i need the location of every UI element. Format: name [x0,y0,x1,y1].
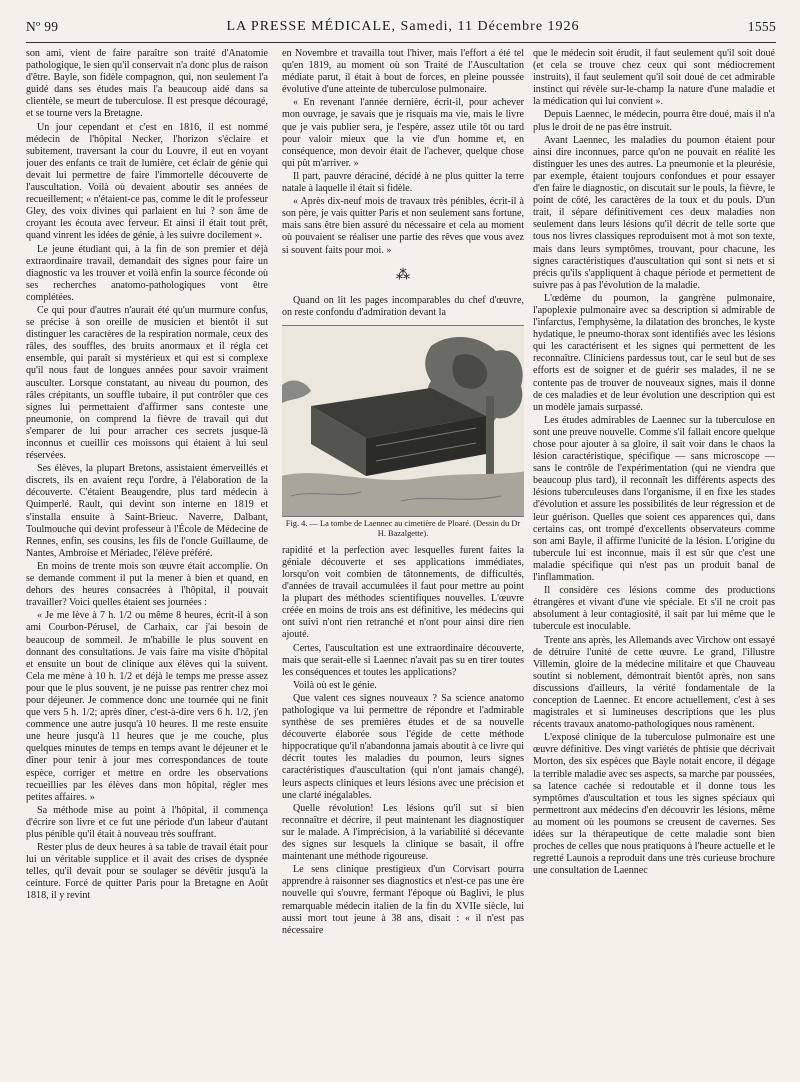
paragraph: Il part, pauvre déraciné, décidé à ne plus quitter la terre natale à laquelle il était si fidèle. [282,170,524,195]
figure-caption: Fig. 4. — La tombe de Laennec au cimetière de Ploaré. (Dessin du Dr H. Bazalgette). [285,518,521,538]
paragraph: Ses élèves, la plupart Bretons, assistaient émerveillés et discrets, ils en avaient reçu l'ordre, à l'élaboration de la découverte. C'étaient Beaugendre, plus tard médecin à Quimperlé. Rault, qui devint son interne en 1819 et s'installa ensuite à Saint-Brieuc. Naverre, Dalbant, Toulmouche qui devint professeur à l'École de Médecine de Rennes, enfin, ses cousins, les fils de l'oncle Guillaume, de Nantes, Ambroise et Mériadec, l'élève préféré. [26,463,268,559]
paragraph: Depuis Laennec, le médecin, pourra être doué, mais il n'a plus le droit de ne pas être instruit. [533,109,775,133]
paragraph: Les études admirables de Laennec sur la tuberculose en sont une preuve nouvelle. Comme s'il fallait encore quelque chose pour ajouter à sa gloire, il sait voir dans le chaos la lésion caractéristique, spécifique — sans microscope — sans le contrôle de l'expérimentation (qui ne viendra que beaucoup plus tard), il reconnaît les différents aspects des lésions tuberculeuses dans l'organisme, il en fixe les stades d'évolution et assure les possibilités de leur régression et de leur guérison. Quelles que soient ces apparences qui, dans certains cas, ont trompé d'excellents observateurs comme son ami Bayle, il affirme l'unicité de la lésion. L'origine du tubercule lui est inconnue, mais il est sûr que c'est une maladie spécifique qui n'est pas un produit banal de l'inflammation. [533,414,775,584]
paragraph: Avant Laennec, les maladies du poumon étaient pour ainsi dire inconnues, parce qu'on ne pouvait en réalité les distinguer les unes des autres. La pneumonie et la pleurésie, par exemple, étaient toujours confondues et pour essayer d'en faire le diagnostic, on discutait sur le pouls, la fièvre, le point de côté, les caractères de la toux et du pouls. D'un trait, il sépare définitivement ces deux maladies non seulement dans leurs lésions qu'il décrit de telle sorte que tous nos livres classiques reproduisent mot à mot son texte, mais dans leurs symptômes, trouvant, pour chacune, les signes caractéristiques d'auscultation qui sont si nets et si précis qu'ils s'appliquent à chaque période et permettent de suivre pas à pas l'évolution de la maladie. [533,134,775,291]
paragraph: son ami, vient de faire paraître son traité d'Anatomie pathologique, le sien qu'il conservait n'a donc plus de raison d'être. Bayle, son fidèle compagnon, qui, non seulement l'a guidé dans ses études mais l'a beaucoup aidé dans sa clientèle, se meurt de tuberculose. Il est presque découragé, et se tourne vers la Bretagne. [26,48,268,120]
paragraph: Sa méthode mise au point à l'hôpital, il commença d'écrire son livre et ce fut une période d'un labeur d'autant plus pénible qu'il était à nouveau très souffrant. [26,804,268,840]
paragraph: « Après dix-neuf mois de travaux très pénibles, écrit-il à son père, je vais quitter Paris et non seulement sans fortune, mais sans être bien assuré du nécessaire et cela au moment où pouvaient se réaliser une partie des rêves que vous avez si souvent faits pour moi. » [282,196,524,256]
paragraph: Ce qui pour d'autres n'aurait été qu'un murmure confus, se précise à son oreille de musicien et bientôt il sut distinguer les caractères de la respiration normale, ceux des râles, des souffles, des bruits anormaux et il régla cet ensemble, qui paraît si mystérieux et qui est si complexe qu'il nous faut de longues années pour savoir vraiment ausculter. Lorsque constatant, au niveau du poumon, des râles crépitants, un souffle tubaire, il put contrôler que ces signes lui permettaient d'affirmer sans conteste une pneumonie, on comprend la fièvre de travail qui dut s'emparer de lui pour arracher ces secrets jusque-là inconnus et cueillir ces moissons qui étaient à lui seul réservées. [26,304,268,462]
paragraph: Il considère ces lésions comme des productions étrangères et vivant d'une vie spéciale. Et s'il ne croit pas absolument à leur contagiosité, il sait par lui même que le tubercule est inoculable. [533,585,775,633]
page-number: 1555 [747,19,776,34]
tomb-drawing [282,326,524,516]
paragraph: Quelle révolution! Les lésions qu'il sut si bien reconnaître et décrire, il peut maintenant les diagnostiquer sur le malade. A l'imprécision, à la variabilité si décevante des signes sur lesquels la clinique se basait, il offre maintenant une méthode rigoureuse. [282,802,524,863]
paragraph: Trente ans après, les Allemands avec Virchow ont essayé de détruire l'unité de cette œuvre. Le grand, l'illustre Villemin, gloire de la médecine militaire et que Chauveau soutint si noblement, démontrait bientôt après, non sans discussions d'ailleurs, la vérité fondamentale de la conception de Laennec. Et encore actuellement, c'est à ses magistrales et si lumineuses descriptions que les plus récents travaux anatomo-pathologiques nous ramènent. [533,634,775,731]
journal-title: LA PRESSE MÉDICALE, Samedi, 11 Décembre 1926 [226,19,580,34]
paragraph: rapidité et la perfection avec lesquelles furent faites la géniale découverte et ses applications immédiates, lorsqu'on voit combien de tâtonnements, de difficultés, d'années de travail accumulées il faut pour mettre au point la plupart des méthodes scientifiques nouvelles. L'œuvre créée en moins de trois ans est définitive, les médecins qui ont suivi n'ont rien retranché et n'ont pour ainsi dire rien ajouté. [282,544,524,641]
paragraph: Un jour cependant et c'est en 1816, il est nommé médecin de l'hôpital Necker, l'horizon s'éclaire et subitement, traversant la cour du Louvre, il eut en voyant jouer des enfants ce trait de lumière, cet éclair de génie qui devait lui permettre de faire l'immortelle découverte de l'auscultation. Voilà où devaient aboutir ses années de recueillement; « n'étaient-ce pas, comme le dit le professeur Gley, des voix divines qui parlaient en lui ? son âme de croyant les écouta avec ferveur. Et ainsi il était tout prêt, quand vinrent les idées de génie, à les suivre docilement ». [26,121,268,242]
paragraph: L'œdème du poumon, la gangrène pulmonaire, l'apoplexie pulmonaire avec sa description si admirable de l'infarctus, l'emphysème, la dilatation des bronches, le kyste hydatique, le pneumo-thorax sont identifiés avec les lésions qui les caractérisent et les signes qui permettent de les reconnaître. Cliniciens pardessus tout, car le seul but de ses efforts est de soigner et de guérir ses malades, il ne se contente pas de trouver de nouveaux signes, mais il donne de ces maladies et de leur évolution une description qui est un modèle jamais surpassé. [533,292,775,413]
middle-column [282,48,524,1078]
issue-number: Nº 99 [26,19,59,34]
paragraph: Certes, l'auscultation est une extraordinaire découverte, mais que serait-elle si Laennec n'avait pas su en tirer toutes les conséquences et toutes les applications? [282,642,524,678]
left-column [26,48,268,1078]
paragraph: En moins de trente mois son œuvre était accomplie. On se demande comment il put la mener à bien et quand, en dehors des heures consacrées à l'hôpital, il pouvait travailler? Voici quelles étaient ses journées : [26,560,268,609]
paragraph: que le médecin soit érudit, il faut seulement qu'il soit doué (et cela se trouve chez ceux qui sont médiocrement instruits), il faut seulement qu'il soit doué de cet admirable instinct qui révèle sur-le-champ la nature d'une maladie et la médication qui lui convient ». [533,48,775,108]
page-header [26,12,776,43]
tomb-illustration [282,325,524,517]
paragraph: Voilà où est le génie. [293,679,377,691]
paragraph: « Je me lève à 7 h. 1/2 ou même 8 heures, écrit-il à son ami Courbon-Pérusel, de Carhaix, car j'ai besoin de beaucoup de sommeil. Je m'habille le plus souvent en donnant des consultations. Je vais faire ma visite d'hôpital et ensuite un bout de clinique aux élèves qui la suivent. Cela me mène à 10 h. 1/2 et déjà le temps me presse assez pour que le plus souvent, je ne puisse pas rentrer chez moi pour déjeuner. Je commence donc une tournée qui ne finit que vers 5 h. 1/2; après dîner, c'est-à-dire vers 6 h. 1/2, j'en commence une autre jusqu'à 10 heures. Il me reste ensuite une heure jusqu'à 11 heures que je me couche, plus quelques minutes de temps en temps avant le déjeuner et le dîner pour tenir à jour mes correspondances de toute espèce, corriger et mettre en ordre les observations recueillies par les élèves dans mon hôpital, régler mes petites affaires. » [26,610,268,803]
section-separator-stars: ⁂ [396,267,410,283]
paragraph: Rester plus de deux heures à sa table de travail était pour lui un véritable supplice et il avait des crises de dyspnée telles, qu'il devait pour se soulager se dévêtir jusqu'à la ceinture. Forcé de quitter Paris pour la Bretagne en Août 1818, il y revint [26,842,268,902]
paragraph: L'exposé clinique de la tuberculose pulmonaire est une œuvre définitive. Des vingt variétés de phtisie que décrivait Morton, des six espèces que Bayle notait encore, il dégage la terrible maladie avec ses aspects, sa marche par poussées, sa latence cachée si redoutable et il donne tous les symptômes d'auscultation et tous les signes spéciaux qui permettront aux médecins d'en découvrir les lésions, même au moment où les poumons se creusent de cavernes. Ses idées sur la thérapeutique de cette maladie sont bien proches de celles que nous pratiquons à l'heure actuelle et le regretté Launois a reproduit dans une très curieuse brochure une consultation de Laennec [533,732,775,877]
paragraph: Le sens clinique prestigieux d'un Corvisart pourra apprendre à raisonner ses diagnostics et n'est-ce pas une ère nouvelle qui s'ouvre, fermant l'époque où Baglivi, le plus remarquable médecin italien de la fin du XVIIe siècle, lui aussi mort tout jeune à 38 ans, disait : « il n'est pas nécessaire [282,864,524,936]
paragraph: Quand on lit les pages incomparables du chef d'œuvre, on reste confondu d'admiration devant la [282,294,524,318]
right-column [533,48,775,1078]
paragraph: Le jeune étudiant qui, à la fin de son premier et déjà extraordinaire travail, demandait des signes pour faire un diagnostic va les trouver et voilà enfin la source féconde où ses recherches anatomo-pathologiques vont être complétées. [26,243,268,303]
paragraph: « En revenant l'année dernière, écrit-il, pour achever mon ouvrage, je savais que je risquais ma vie, mais le livre que je vais publier sera, je l'espère, assez utile tôt ou tard pour valoir mieux que la vie d'un homme et, en conséquence, mon devoir était de l'achever, quelque chose qui pût m'arriver. » [282,97,524,169]
paragraph: Que valent ces signes nouveaux ? Sa science anatomo pathologique va lui permettre de répondre et l'admirable synthèse de ses premières études et de sa nouvelle découverte élaborée sous l'égide de cette méthode hippocratique qu'il n'abandonna jamais aboutit à ce livre qui décrit toutes les maladies du poumon, leurs signes caractéristiques d'auscultation (qui n'ont jamais changé), leurs aspects cliniques et leurs lésions avec une précision et une clarté inégalables. [282,692,524,801]
paragraph: en Novembre et travailla tout l'hiver, mais l'effort a été tel qu'en 1819, au moment où son Traité de l'Auscultation médiate parut, il était à bout de forces, en pleine poussée évolutive d'une atteinte de tuberculose pulmonaire. [282,48,524,96]
